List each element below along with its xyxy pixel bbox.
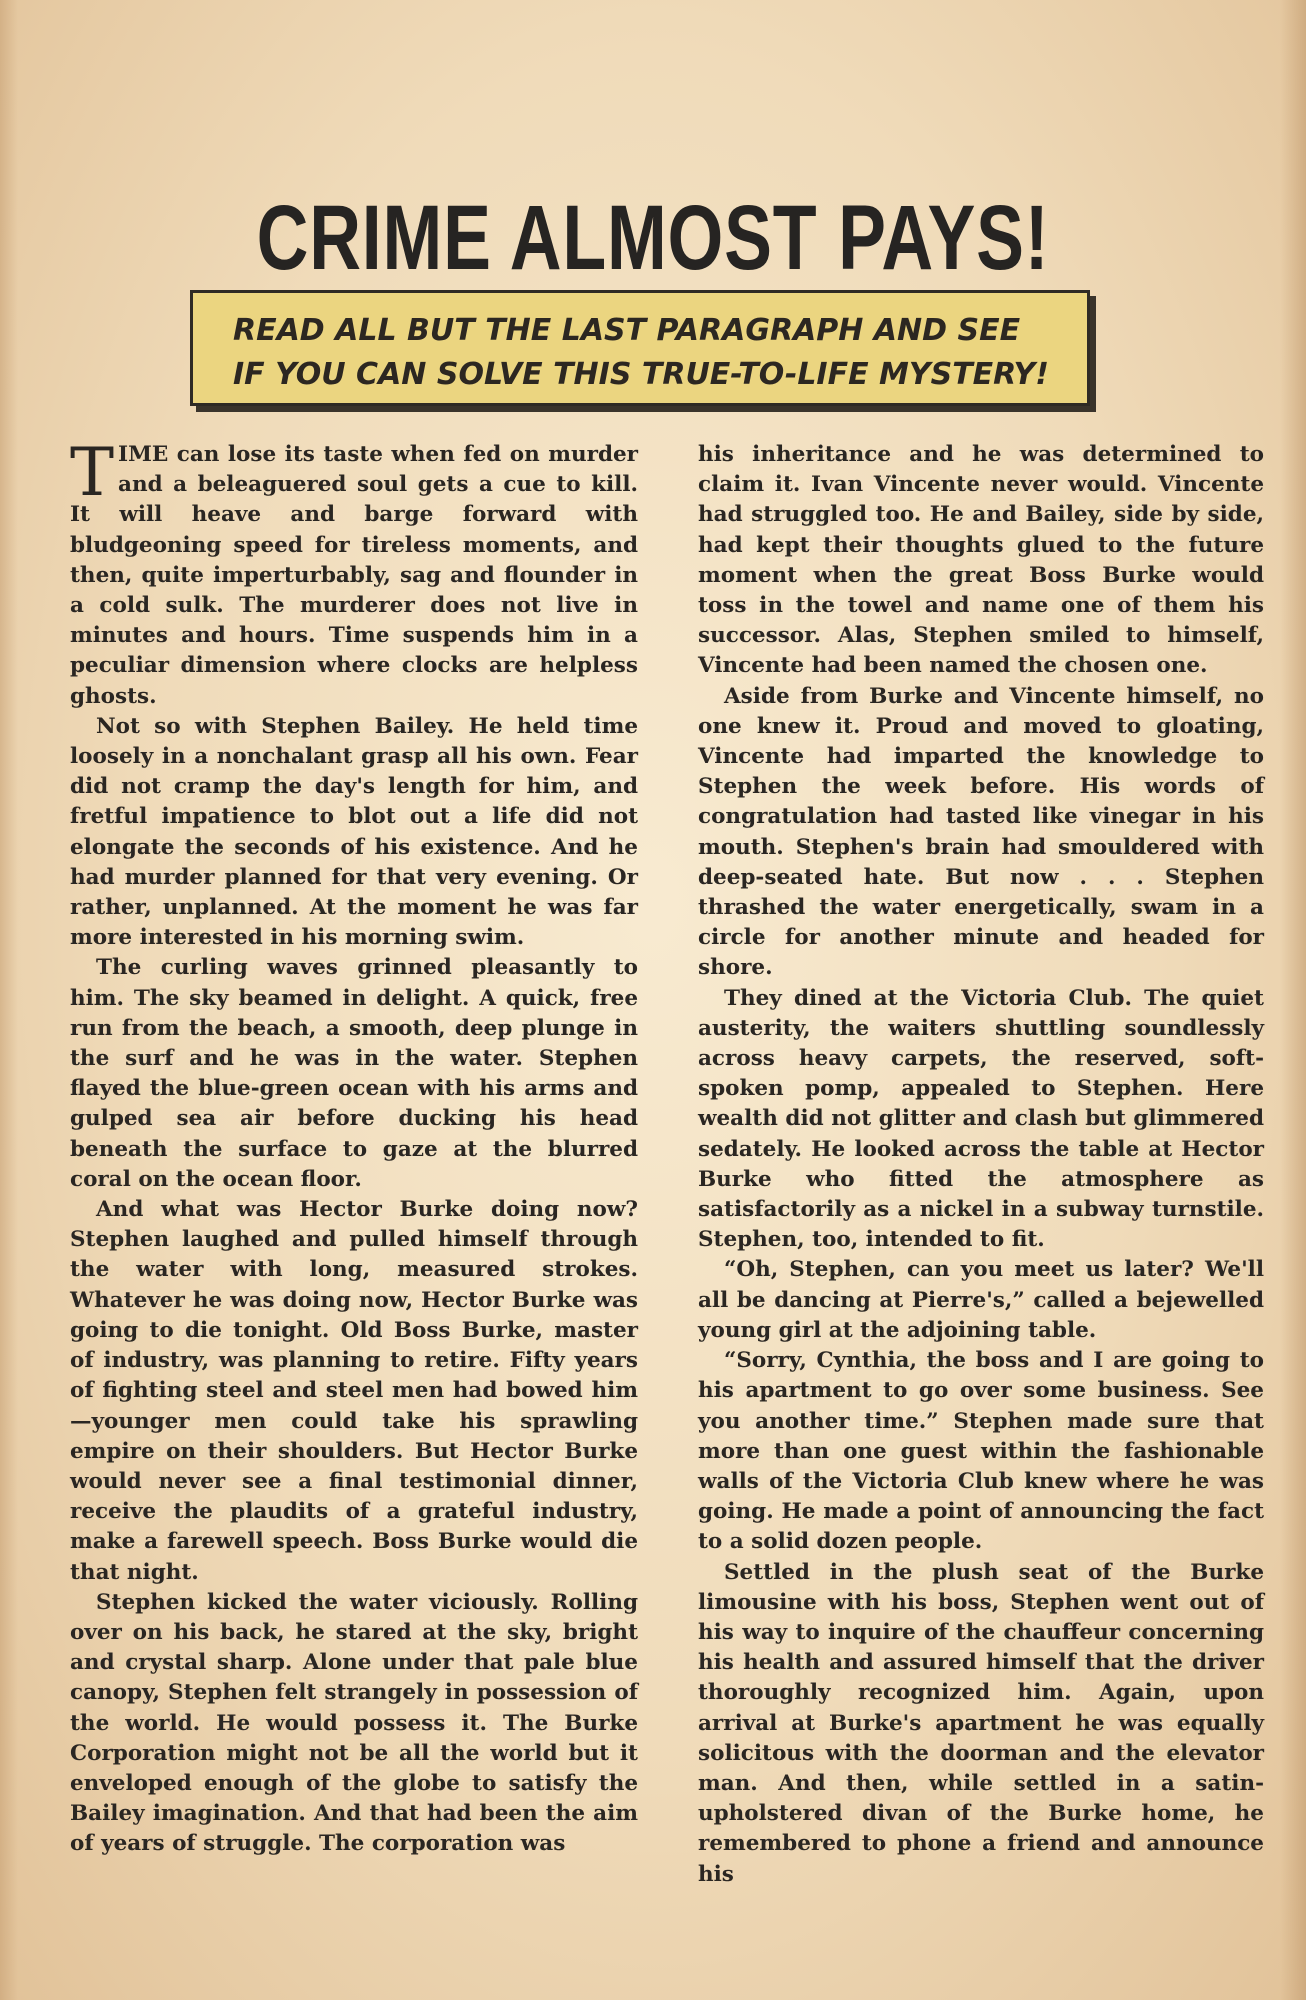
paragraph: Aside from Burke and Vincente himself, no one knew it. Proud and moved to gloating, Vincente had imparted the knowledge to Stephen the week before. His words of congratulation had tasted like vinegar in his mouth. Stephen's brain had smouldered with deep-seated hate. But now . . . Stephen thrashed the water energetically, swam in a circle for another minute and headed for shore. — [698, 683, 1264, 981]
subtitle-text: READ ALL BUT THE LAST PARAGRAPH AND SEE IF YOU CAN SOLVE THIS TRUE-TO-LIFE MYSTERY! — [233, 313, 1049, 392]
paragraph: Not so with Stephen Bailey. He held time loosely in a nonchalant grasp all his own. Fear did not cramp the day's length for him, and fretful impatience to blot out a life did not elongate the seconds of his existence. And he had murder planned for that very evening. Or rather, unplanned. At the moment he was far more interested in his morning swim. — [70, 713, 638, 951]
paragraph-text: IME can lose its taste when fed on murder and a beleaguered soul gets a cue to kill. It will heave and barge forward with bludgeoning speed for tireless moments, and then, quite imperturbably, sag and flounder in a cold sulk. The murderer does not live in minutes and hours. Time suspends him in a peculiar dimension where clocks are helpless ghosts. — [70, 442, 638, 709]
paragraph: Stephen kicked the water viciously. Rolling over on his back, he stared at the sky, bright and crystal sharp. Alone under that pale blue canopy, Stephen felt strangely in possession of the world. He would possess it. The Burke Corporation might not be all the world but it enveloped enough of the globe to satisfy the Bailey imagination. And that had been the aim of years of struggle. The corporation was — [70, 1589, 638, 1857]
paragraph: his inheritance and he was determined to claim it. Ivan Vincente never would. Vincente had struggled too. He and Bailey, side by side, had kept their thoughts glued to the future moment when the great Boss Burke would toss in the towel and name one of them his successor. Alas, Stephen smiled to himself, Vincente had been named the chosen one. — [698, 442, 1264, 679]
paragraph: “Oh, Stephen, can you meet us later? We'll all be dancing at Pierre's,” called a bejewelled young girl at the adjoining table. — [698, 1257, 1264, 1343]
paragraph: Settled in the plush seat of the Burke limousine with his boss, Stephen went out of his way to inquire of the chauffeur concerning his health and assured himself that the driver thoroughly recognized him. Again, upon arrival at Burke's apartment he was equally solicitous with the doorman and the elevator man. And then, while settled in a satin-upholstered divan of the Burke home, he remembered to phone a friend and announce his — [698, 1559, 1264, 1887]
story-title: CRIME ALMOST PAYS! — [256, 187, 1050, 289]
paragraph: They dined at the Victoria Club. The quiet austerity, the waiters shuttling soundlessly across heavy carpets, the reserved, soft-spoken pomp, appealed to Stephen. Here wealth did not glitter and clash but glimmered sedately. He looked across the table at Hector Burke who fitted the atmosphere as satisfactorily as a nickel in a subway turnstile. Stephen, too, intended to fit. — [698, 985, 1264, 1253]
text-column-left — [70, 434, 638, 1860]
text-column-right — [698, 440, 1264, 1890]
paragraph: And what was Hector Burke doing now? Stephen laughed and pulled himself through the water with long, measured strokes. Whatever he was doing now, Hector Burke was going to die tonight. Old Boss Burke, master of industry, was planning to retire. Fifty years of fighting steel and steel men had bowed him —younger men could take his sprawling empire on their shoulders. But Hector Burke would never see a final testimonial dinner, receive the plaudits of a grateful industry, make a farewell speech. Boss Burke would die that night. — [70, 1197, 638, 1585]
page-edge-left — [0, 0, 18, 2000]
page-edge-right — [1280, 0, 1306, 2000]
drop-cap: T — [70, 434, 115, 511]
paragraph — [70, 434, 638, 712]
paragraph: The curling waves grinned pleasantly to him. The sky beamed in delight. A quick, free run from the beach, a smooth, deep plunge in the surf and he was in the water. Stephen flayed the blue-green ocean with his arms and gulped sea air before ducking his head beneath the surface to gaze at the blurred coral on the ocean floor. — [70, 955, 638, 1192]
subtitle-caption-box — [190, 290, 1090, 406]
paragraph: “Sorry, Cynthia, the boss and I are going to his apartment to go over some business. See you another time.” Stephen made sure that more than one guest within the fashionable walls of the Victoria Club knew where he was going. He made a point of announcing the fact to a solid dozen people. — [698, 1348, 1264, 1555]
